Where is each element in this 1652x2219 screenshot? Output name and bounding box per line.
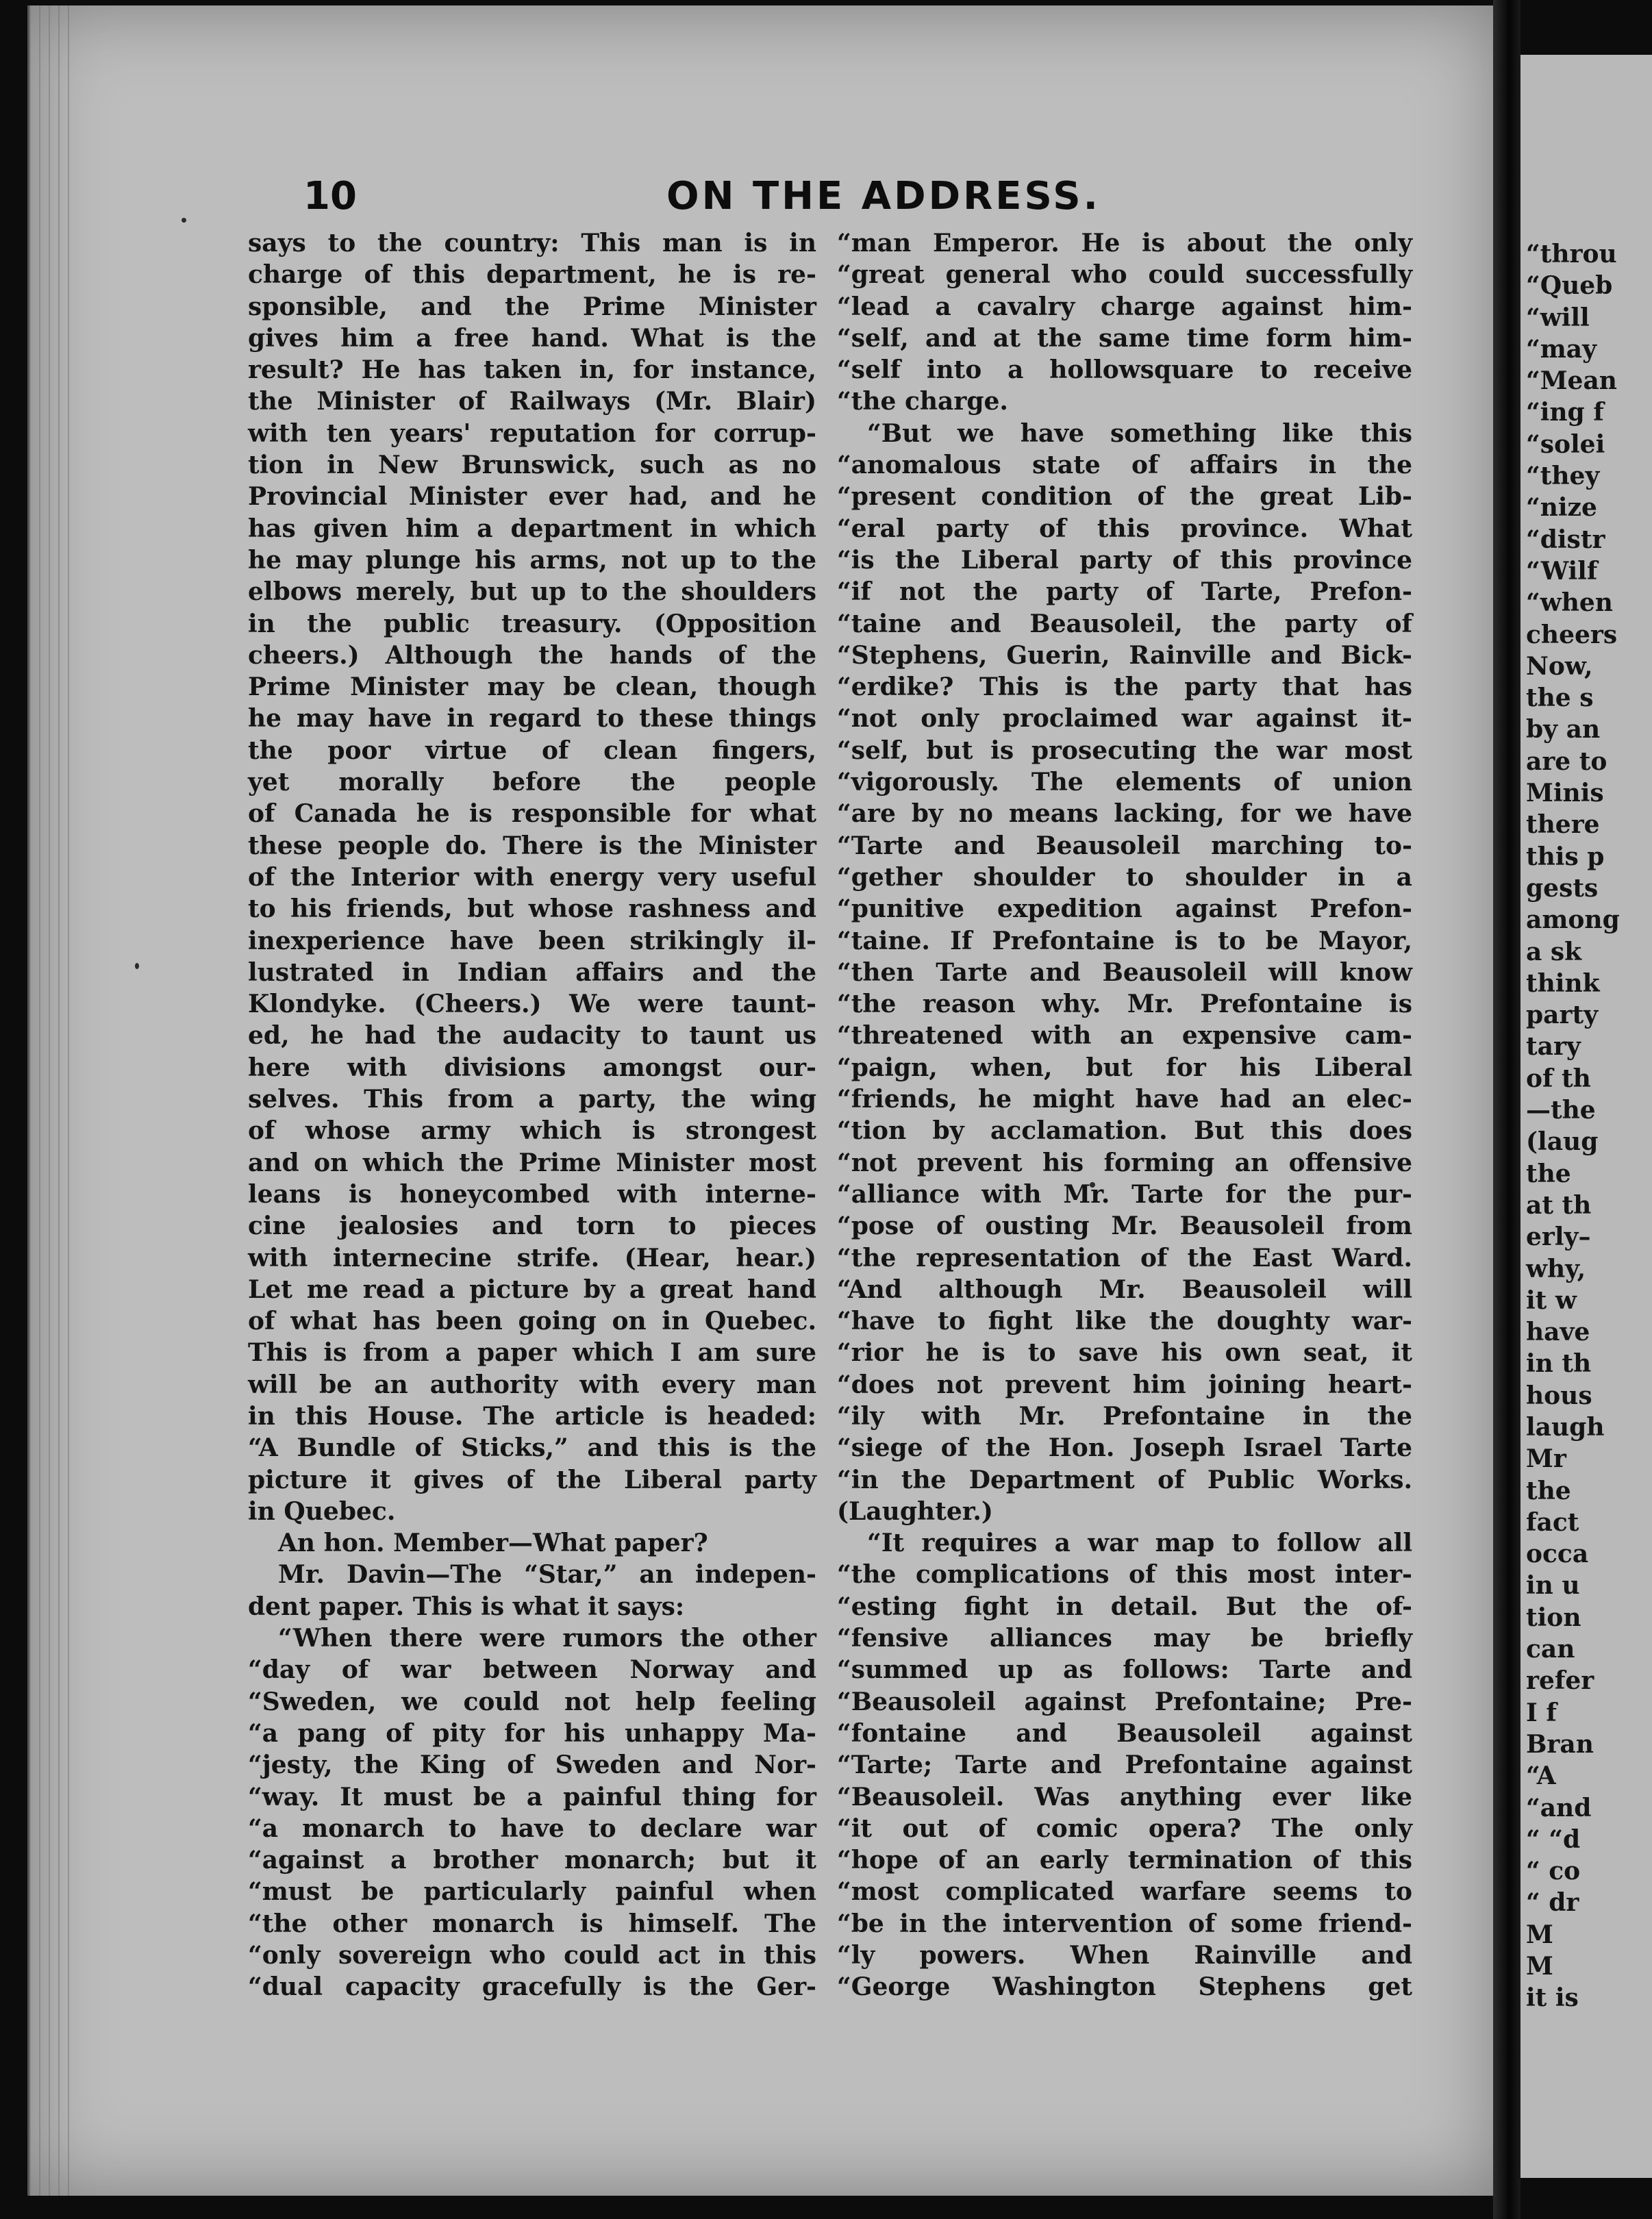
text-line: M — [1526, 1952, 1553, 1981]
text-line: “ “d — [1526, 1825, 1581, 1854]
text-line: “It requires a war map to follow all — [867, 1529, 1412, 1558]
text-line: “in the Department of Public Works. — [837, 1465, 1412, 1494]
text-line: tion in New Brunswick, such as no — [248, 451, 816, 480]
text-line: he may plunge his arms, not up to the — [248, 545, 816, 575]
text-line: “alliance with Mr. Tarte for the pur- — [837, 1179, 1412, 1209]
text-line: laugh — [1526, 1412, 1605, 1442]
text-line: “distr — [1526, 525, 1605, 554]
text-line: ed, he had the audacity to taunt us — [248, 1021, 816, 1051]
text-line: “does not prevent him joining heart- — [837, 1370, 1412, 1399]
text-line: elbows merely, but up to the shoulders — [248, 577, 816, 607]
text-line: “nize — [1526, 493, 1597, 523]
text-line: “have to fight like the doughty war- — [837, 1307, 1412, 1336]
text-line: “way. It must be a painful thing for — [248, 1782, 816, 1811]
book-gutter — [1493, 0, 1520, 2219]
text-line: cheers — [1526, 620, 1618, 649]
text-line: Now, — [1526, 651, 1593, 681]
text-line: “gether shoulder to shoulder in a — [837, 862, 1412, 892]
text-line: these people do. There is the Minister — [248, 831, 816, 860]
text-line: in Quebec. — [248, 1496, 396, 1526]
text-line: he may have in regard to these things — [248, 704, 816, 734]
text-line: “punitive expedition against Prefon- — [837, 894, 1412, 924]
text-line: “man Emperor. He is about the only — [837, 229, 1412, 258]
text-line: of th — [1526, 1064, 1591, 1093]
text-line: and on which the Prime Minister most — [248, 1148, 816, 1177]
text-line: “against a brother monarch; but it — [248, 1846, 816, 1875]
text-line: party — [1526, 1001, 1599, 1030]
text-line: with ten years' reputation for corrup- — [248, 418, 816, 448]
text-line: “erdike? This is the party that has — [837, 673, 1412, 702]
text-line: among — [1526, 905, 1620, 935]
text-line: “ly powers. When Rainville and — [837, 1941, 1412, 1970]
text-line: Mr. Davin—The “Star,” an indepen- — [278, 1560, 816, 1590]
text-line: sponsible, and the Prime Minister — [248, 292, 816, 321]
text-line: M — [1526, 1920, 1553, 1949]
text-line: the Minister of Railways (Mr. Blair) — [248, 387, 816, 416]
text-line: “paign, when, but for his Liberal — [837, 1053, 1412, 1082]
text-line: in this House. The article is headed: — [248, 1401, 816, 1431]
text-line: by an — [1526, 715, 1601, 744]
text-line: “must be particularly painful when — [248, 1877, 816, 1907]
text-line: in th — [1526, 1349, 1592, 1379]
text-line: a sk — [1526, 937, 1582, 966]
text-line: it w — [1526, 1286, 1577, 1315]
text-line: to his friends, but whose rashness and — [248, 894, 816, 924]
text-line: says to the country: This man is in — [248, 229, 816, 258]
text-line: “great general who could successfully — [837, 260, 1412, 290]
text-line: there — [1526, 810, 1600, 840]
text-line: are to — [1526, 747, 1607, 776]
text-line: leans is honeycombed with interne- — [248, 1179, 816, 1209]
text-line: “throu — [1526, 240, 1617, 268]
text-line: charge of this department, he is re- — [248, 260, 816, 290]
text-line: here with divisions amongst our- — [248, 1053, 816, 1082]
text-line: “solei — [1526, 429, 1605, 459]
text-line: “when — [1526, 588, 1613, 618]
text-line: “Tarte and Beausoleil marching to- — [837, 831, 1412, 860]
text-line: “And although Mr. Beausoleil will — [837, 1275, 1412, 1304]
text-line: “Wilf — [1526, 556, 1598, 586]
text-line: “may — [1526, 334, 1597, 364]
text-line: inexperience have been strikingly il- — [248, 926, 816, 955]
text-line: erly– — [1526, 1223, 1591, 1252]
text-line: “fontaine and Beausoleil against — [837, 1718, 1412, 1748]
text-line: “threatened with an expensive cam- — [837, 1021, 1412, 1051]
text-line: “they — [1526, 462, 1600, 491]
text-line: “if not the party of Tarte, Prefon- — [837, 577, 1412, 607]
text-line: “summed up as follows: Tarte and — [837, 1655, 1412, 1685]
text-line: tion — [1526, 1603, 1581, 1632]
text-line: at th — [1526, 1190, 1592, 1220]
text-line: “esting fight in detail. But the of- — [837, 1592, 1412, 1621]
text-line: why, — [1526, 1254, 1586, 1283]
page-edge-lines — [29, 5, 77, 2196]
text-line: “taine and Beausoleil, the party of — [837, 609, 1412, 638]
text-line: can — [1526, 1635, 1575, 1664]
text-line: “tion by acclamation. But this does — [837, 1116, 1412, 1146]
text-line: result? He has taken in, for instance, — [248, 355, 816, 385]
text-line: cheers.) Although the hands of the — [248, 640, 816, 670]
text-line: “eral party of this province. What — [837, 514, 1412, 543]
text-line: “pose of ousting Mr. Beausoleil from — [837, 1212, 1412, 1241]
text-line: “self into a hollowsquare to receive — [837, 355, 1412, 385]
text-line: Minis — [1526, 779, 1604, 808]
adjacent-page-edge — [1520, 55, 1652, 2178]
text-line: in u — [1526, 1571, 1580, 1601]
text-line: Prime Minister may be clean, though — [248, 673, 816, 702]
text-line: “day of war between Norway and — [248, 1655, 816, 1685]
text-line: hous — [1526, 1381, 1592, 1410]
text-line: “Stephens, Guerin, Rainville and Bick- — [837, 640, 1412, 670]
text-line: has given him a department in which — [248, 514, 816, 543]
text-line: “will — [1526, 303, 1590, 332]
text-line: “Queb — [1526, 271, 1613, 301]
text-line: with internecine strife. (Hear, hear.) — [248, 1243, 816, 1273]
text-line: cine jealosies and torn to pieces — [248, 1212, 816, 1241]
text-line: Klondyke. (Cheers.) We were taunt- — [248, 990, 816, 1019]
text-line: “taine. If Prefontaine is to be Mayor, — [837, 926, 1412, 955]
text-line: “present condition of the great Lib- — [837, 482, 1412, 512]
text-line: of the Interior with energy very useful — [248, 862, 816, 892]
text-line: (Laughter.) — [837, 1496, 993, 1526]
text-line: An hon. Member—What paper? — [278, 1529, 708, 1558]
text-line: “be in the intervention of some friend- — [837, 1909, 1412, 1938]
text-line: “ing f — [1526, 398, 1604, 427]
ink-speck — [182, 218, 186, 223]
text-line: “But we have something like this — [867, 418, 1412, 448]
text-line: “the reason why. Mr. Prefontaine is — [837, 990, 1412, 1019]
text-line: picture it gives of the Liberal party — [248, 1465, 816, 1494]
middle-column-text — [837, 227, 1412, 2003]
text-line: in the public treasury. (Opposition — [248, 609, 816, 638]
text-line: “not only proclaimed war against it- — [837, 704, 1412, 734]
text-line: of what has been going on in Quebec. — [248, 1307, 816, 1336]
text-line: “dual capacity gracefully is the Ger- — [248, 1972, 816, 2002]
text-line: “A — [1526, 1762, 1556, 1791]
text-line: it is — [1526, 1983, 1579, 2013]
text-line: “most complicated warfare seems to — [837, 1877, 1412, 1907]
text-line: “self, and at the same time form him- — [837, 323, 1412, 353]
text-line: Bran — [1526, 1729, 1594, 1759]
text-line: “friends, he might have had an elec- — [837, 1085, 1412, 1114]
text-line: “Beausoleil. Was anything ever like — [837, 1782, 1412, 1811]
text-line: “Beausoleil against Prefontaine; Pre- — [837, 1687, 1412, 1716]
text-line: “rior he is to save his own seat, it — [837, 1338, 1412, 1368]
text-line: “Mean — [1526, 366, 1617, 396]
text-line: “the representation of the East Ward. — [837, 1243, 1412, 1273]
text-line: “then Tarte and Beausoleil will know — [837, 957, 1412, 987]
text-line: “a monarch to have to declare war — [248, 1814, 816, 1843]
text-line: of whose army which is strongest — [248, 1116, 816, 1146]
text-line: Let me read a picture by a great hand — [248, 1275, 816, 1304]
text-line: —the — [1526, 1096, 1596, 1125]
text-line: the — [1526, 1159, 1571, 1188]
text-line: refer — [1526, 1666, 1594, 1696]
text-line: “lead a cavalry charge against him- — [837, 292, 1412, 321]
text-line: lustrated in Indian affairs and the — [248, 957, 816, 987]
text-line: “fensive alliances may be briefly — [837, 1624, 1412, 1653]
text-line: “George Washington Stephens get — [837, 1972, 1412, 2002]
text-line: This is from a paper which I am sure — [248, 1338, 816, 1368]
text-line: “Tarte; Tarte and Prefontaine against — [837, 1751, 1412, 1780]
text-line: “anomalous state of affairs in the — [837, 451, 1412, 480]
text-line: “When there were rumors the other — [278, 1624, 816, 1653]
text-line: “the complications of this most inter- — [837, 1560, 1412, 1590]
text-line: have — [1526, 1318, 1590, 1347]
text-line: this p — [1526, 842, 1605, 871]
text-line: I f — [1526, 1698, 1557, 1727]
text-line: “siege of the Hon. Joseph Israel Tarte — [837, 1433, 1412, 1463]
text-line: yet morally before the people — [248, 768, 816, 797]
text-line: gests — [1526, 873, 1599, 903]
text-line: “the other monarch is himself. The — [248, 1909, 816, 1938]
text-line: Provincial Minister ever had, and he — [248, 482, 816, 512]
left-column-text — [248, 227, 816, 2003]
text-line: “not prevent his forming an offensive — [837, 1148, 1412, 1177]
text-line: think — [1526, 968, 1600, 998]
text-line: “hope of an early termination of this — [837, 1846, 1412, 1875]
text-line: Mr — [1526, 1444, 1566, 1474]
text-line: “jesty, the King of Sweden and Nor- — [248, 1751, 816, 1780]
text-line: the poor virtue of clean fingers, — [248, 736, 816, 765]
text-line: tary — [1526, 1032, 1581, 1062]
text-line: the s — [1526, 684, 1594, 713]
text-line: of Canada he is responsible for what — [248, 799, 816, 829]
ink-speck — [135, 963, 139, 969]
text-line: “A Bundle of Sticks,” and this is the — [248, 1433, 816, 1463]
text-line: “a pang of pity for his unhappy Ma- — [248, 1718, 816, 1748]
text-line: fact — [1526, 1507, 1579, 1537]
text-line: the — [1526, 1476, 1571, 1505]
text-line: “Sweden, we could not help feeling — [248, 1687, 816, 1716]
text-line: “ dr — [1526, 1888, 1579, 1918]
text-line: “vigorously. The elements of union — [837, 768, 1412, 797]
text-line: “ily with Mr. Prefontaine in the — [837, 1401, 1412, 1431]
text-line: “the charge. — [837, 387, 1008, 416]
text-line: “it out of comic opera? The only — [837, 1814, 1412, 1843]
text-line: “are by no means lacking, for we have — [837, 799, 1412, 829]
text-line: “ co — [1526, 1857, 1581, 1886]
text-line: dent paper. This is what it says: — [248, 1592, 685, 1621]
text-line: “and — [1526, 1793, 1592, 1822]
right-column-fragments — [1526, 238, 1652, 2014]
text-line: “is the Liberal party of this province — [837, 545, 1412, 575]
text-line: “only sovereign who could act in this — [248, 1941, 816, 1970]
text-line: gives him a free hand. What is the — [248, 323, 816, 353]
text-line: will be an authority with every man — [248, 1370, 816, 1399]
text-line: occa — [1526, 1540, 1589, 1569]
running-title: ON THE ADDRESS. — [666, 174, 1101, 218]
text-line: (laug — [1526, 1127, 1599, 1157]
text-line: “self, but is prosecuting the war most — [837, 736, 1412, 765]
page-number: 10 — [303, 174, 357, 218]
text-line: selves. This from a party, the wing — [248, 1085, 816, 1114]
